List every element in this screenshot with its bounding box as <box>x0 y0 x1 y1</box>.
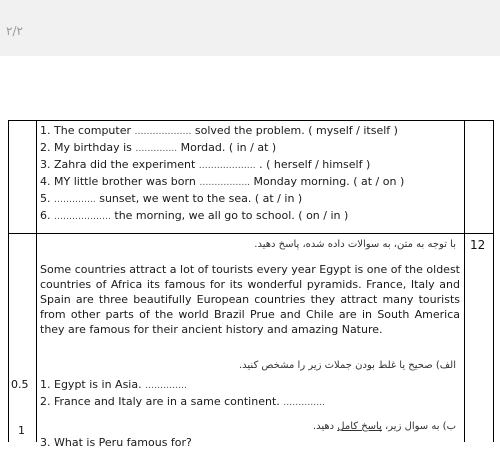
item-text: France and Italy are in a same continent. <box>54 395 280 408</box>
question-item <box>40 175 460 190</box>
question-item <box>40 124 460 139</box>
item-number: 1. <box>40 378 51 391</box>
top-band <box>0 0 500 56</box>
true-false-item <box>40 395 460 410</box>
question-item <box>40 192 460 207</box>
blank: ………….. <box>54 195 96 205</box>
blank: ………………. <box>54 212 111 222</box>
number-column-divider <box>464 120 465 442</box>
blank: ………….. <box>135 144 178 154</box>
page-marker: ۲/۲ <box>6 24 23 38</box>
item-number: 3. <box>40 158 51 171</box>
item-text-before: MY little brother was born <box>54 175 196 188</box>
short-answer-item: 3. What is Peru famous for? <box>40 436 192 449</box>
reading-passage: Some countries attract a lot of tourists every year Egypt is one of the oldest countries of Africa its famous for its wonderful pyramids. France, Italy and Spain are three beautifully European countries they attract many tourists from other parts of the world Brazil Prue and Chile are in South America they are famous for their ancient history and amazing Nature. <box>40 263 460 336</box>
item-text-after: Mordad. ( in / at ) <box>180 141 277 154</box>
question-item <box>40 158 460 173</box>
part-a-instruction: الف) صحیح یا غلط بودن جملات زیر را مشخص کنید. <box>238 360 456 371</box>
table-row-divider <box>8 233 494 234</box>
table-right-border <box>493 120 494 442</box>
item-text-after: the morning, we all go to school. ( on / in ) <box>114 209 349 222</box>
blank: ………………. <box>134 127 192 137</box>
score-part-b: 1 <box>18 424 25 437</box>
item-text-after: sunset, we went to the sea. ( at / in ) <box>99 192 303 205</box>
blank: …………….. <box>199 178 251 188</box>
item-number: 1. <box>40 124 51 137</box>
item-text-before: My birthday is <box>54 141 132 154</box>
question-item <box>40 141 460 156</box>
item-text-before: The computer <box>54 124 132 137</box>
item-text-after: . ( herself / himself ) <box>259 158 371 171</box>
question-number: 12 <box>470 238 486 252</box>
item-number: 2. <box>40 395 51 408</box>
blank: ………………. <box>198 161 256 171</box>
true-false-item <box>40 378 460 393</box>
item-number: 2. <box>40 141 51 154</box>
blank: ………….. <box>283 398 325 408</box>
part-b-instruction <box>313 421 456 432</box>
score-column-divider <box>36 120 37 442</box>
item-number: 4. <box>40 175 51 188</box>
table-left-border <box>8 120 9 442</box>
item-text-after: Monday morning. ( at / on ) <box>253 175 405 188</box>
blank: ………….. <box>145 381 187 391</box>
part-b-instruction-end: دهید. <box>312 421 338 432</box>
section-instruction: با توجه به متن، به سوالات داده شده، پاسخ دهید. <box>254 239 456 250</box>
item-number: 5. <box>40 192 51 205</box>
score-part-a: 0.5 <box>11 378 29 391</box>
table-top-border <box>8 120 494 121</box>
item-text-after: solved the problem. ( myself / itself ) <box>194 124 398 137</box>
item-text: Egypt is in Asia. <box>54 378 142 391</box>
part-b-instruction-start: ب) به سوال زیر، <box>381 421 456 432</box>
item-number: 6. <box>40 209 51 222</box>
question-item <box>40 209 460 224</box>
item-text-before: Zahra did the experiment <box>54 158 196 171</box>
part-b-instruction-underlined: پاسخ کامل <box>337 421 382 432</box>
